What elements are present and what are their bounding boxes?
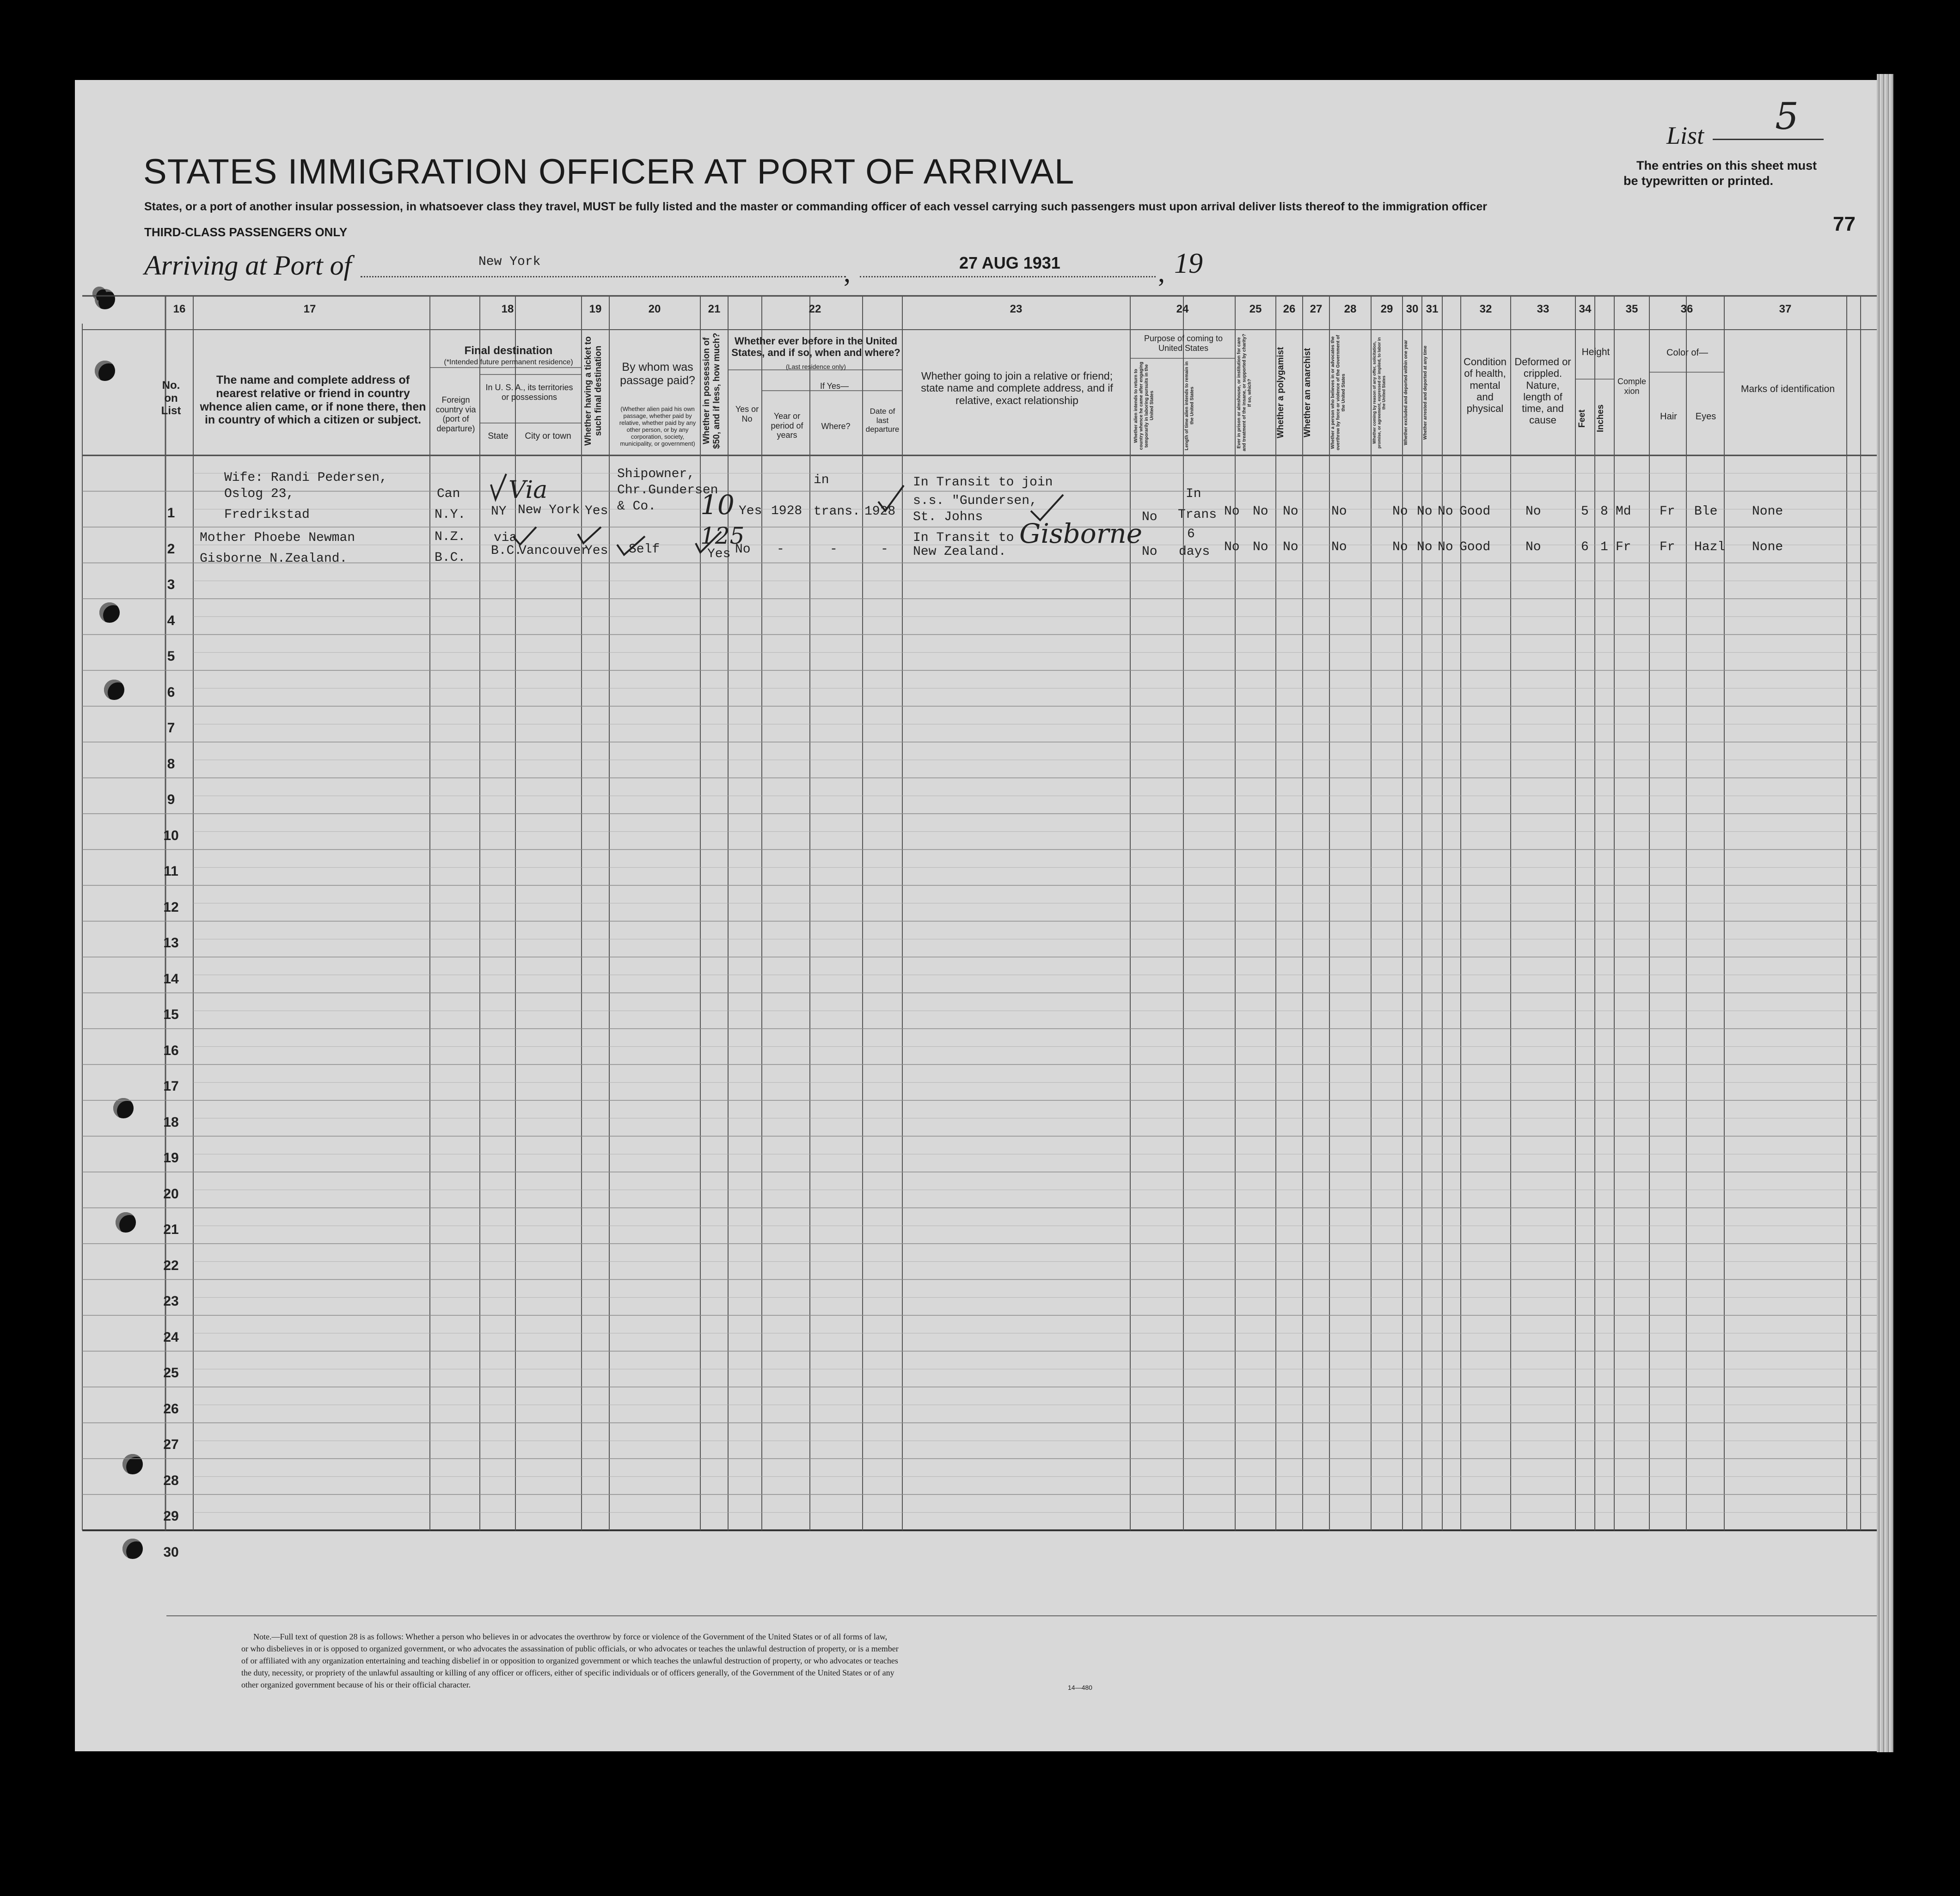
row2-c30: No — [1417, 540, 1433, 554]
row1-c24b-2: Trans — [1178, 508, 1217, 522]
row-number: 20 — [163, 1186, 179, 1202]
row1-relative-line2: Oslog 23, — [224, 487, 294, 501]
row2-relative-line1: Mother Phoebe Newman — [200, 531, 355, 545]
header-city: City or town — [525, 431, 571, 441]
row2-state-note: via — [494, 531, 517, 545]
header-joining: Whether going to join a relative or friend; state name and complete address, and if relative, exact relationship — [921, 370, 1113, 406]
column-number: 27 — [1310, 303, 1323, 315]
row2-c31: No — [1438, 540, 1453, 554]
header-c27: Whether an anarchist — [1303, 348, 1312, 438]
row1-where-1: in — [814, 473, 829, 487]
port-name: New York — [478, 255, 541, 269]
row-number: 28 — [163, 1473, 179, 1488]
header-purpose-a: Whether alien intends to return to country whence he came after engaging temporarily in laboring pursuits in the United States — [1133, 362, 1155, 450]
column-number: 35 — [1625, 303, 1638, 315]
header-state: State — [488, 431, 508, 441]
row2-c24a: No — [1142, 545, 1158, 559]
row1-joining-3: St. Johns — [913, 510, 983, 524]
header-complexion: Complexion — [1617, 377, 1647, 396]
header-purpose-b: Length of time alien intends to remain in the United States — [1184, 361, 1195, 450]
row2-hair: Fr — [1660, 540, 1675, 554]
row1-feet: 5 — [1581, 504, 1589, 519]
row2-complexion: Fr — [1616, 540, 1631, 554]
column-number: 25 — [1249, 303, 1262, 315]
row2-c32: Good — [1459, 540, 1491, 554]
header-ever-before: Whether ever before in the United States, and if so, when and where? — [731, 335, 900, 359]
row2-joining-hand: Gisborne — [1019, 518, 1143, 549]
row1-foreign-2: N.Y. — [435, 508, 466, 522]
header-c25: Ever in prison or almshouse, or institution for care and treatment of the insane, or supported by charity? If so, which? — [1237, 334, 1252, 452]
row-number: 4 — [167, 613, 175, 628]
row1-year: 1928 — [771, 504, 802, 518]
header-final-destination: Final destination — [464, 344, 553, 357]
row2-passage: Self — [629, 542, 660, 557]
row1-inches: 8 — [1600, 504, 1608, 519]
row1-relative-line1: Wife: Randi Pedersen, — [224, 471, 387, 485]
row2-c28: No — [1331, 540, 1347, 554]
row2-c25: No — [1224, 540, 1240, 554]
header-where: Where? — [821, 422, 851, 431]
column-number: 33 — [1537, 303, 1550, 315]
comma-2: , — [1158, 257, 1165, 288]
header-c33: Deformed or crippled. Nature, length of time, and cause — [1514, 356, 1571, 426]
footer-note-line: other organized government because of his or their official character. — [241, 1680, 471, 1689]
row1-foreign-1: Can — [437, 487, 460, 501]
row1-relative-line3: Fredrikstad — [224, 508, 310, 522]
header-hair: Hair — [1660, 411, 1677, 422]
page-number: 77 — [1833, 213, 1856, 235]
row1-hair: Fr — [1660, 504, 1675, 519]
instructions-text: States, or a port of another insular possession, in whatsoever class they travel, MUST be fully listed and the master or commanding officer of each vessel carrying such passengers must upon arrival deliver lists thereof to the immigration officer — [144, 200, 1487, 213]
column-number: 37 — [1779, 303, 1792, 315]
row2-c33: No — [1525, 540, 1541, 554]
row1-joining-1: In Transit to join — [913, 475, 1053, 490]
typed-note-2: be typewritten or printed. — [1623, 174, 1774, 188]
header-marks: Marks of identification — [1740, 384, 1835, 394]
row-number: 18 — [163, 1114, 179, 1130]
footer-note-line: of or affiliated with any organization entertaining and teaching disbelief in or opposition to organized government or which teaches the unlawful destruction of property, or who advocates or teaches — [241, 1656, 898, 1665]
row2-c24b-1: 6 — [1187, 527, 1195, 541]
header-date-departure: Date of last departure — [865, 407, 900, 434]
column-number: 17 — [303, 303, 316, 315]
row1-date-dep: 1928 — [864, 504, 896, 519]
row-number: 8 — [167, 756, 175, 772]
row2-c24b-2: days — [1179, 545, 1210, 559]
row-number: 22 — [163, 1258, 179, 1273]
row2-state: B.C. — [491, 544, 522, 558]
row1-ticket: Yes — [585, 504, 608, 518]
row2-date-dep: - — [881, 542, 888, 557]
row-number: 12 — [163, 899, 179, 915]
header-no-on-list: No. on List — [161, 379, 181, 417]
row2-dash-year: - — [777, 542, 784, 557]
column-number: 31 — [1426, 303, 1439, 315]
row-number: 19 — [163, 1150, 179, 1166]
row1-passage-3: & Co. — [617, 499, 656, 514]
row1-state-note: Via — [508, 476, 548, 504]
header-final-destination-note: (*Intended future permanent residence) — [444, 358, 573, 366]
row1-passage-2: Chr.Gundersen — [617, 483, 718, 497]
header-feet: Feet — [1577, 409, 1587, 428]
arriving-label: Arriving at Port of — [144, 250, 352, 281]
row1-eyes: Ble — [1694, 504, 1718, 519]
column-number: 32 — [1479, 303, 1492, 315]
row2-relative-line2: Gisborne N.Zealand. — [200, 552, 348, 566]
header-inches: Inches — [1596, 404, 1605, 433]
header-c30: Whether excluded and deported within one year — [1403, 340, 1409, 446]
row1-where-2: trans. — [814, 504, 860, 519]
column-number: 28 — [1344, 303, 1357, 315]
row-number: 6 — [167, 684, 175, 700]
row2-money: 125 — [700, 522, 745, 549]
page-title: STATES IMMIGRATION OFFICER AT PORT OF ARRIVAL — [143, 152, 1075, 191]
header-yes-no: Yes or No — [735, 405, 759, 423]
header-purpose: Purpose of coming to United States — [1144, 334, 1223, 353]
row2-c26: No — [1253, 540, 1268, 554]
header-year-period: Year or period of years — [771, 411, 803, 440]
header-in-usa: In U. S. A., its territories or possessions — [485, 383, 573, 402]
row2-foreign-2: B.C. — [435, 551, 466, 565]
header-c31: Whether arrested and deported at any time — [1423, 345, 1428, 440]
header-ever-before-note: (Last residence only) — [786, 363, 846, 370]
header-height: Height — [1581, 347, 1610, 357]
row1-city: New York — [518, 503, 580, 517]
row1-joining-2: s.s. "Gundersen, — [913, 494, 1037, 508]
date-stamp: 27 AUG 1931 — [959, 253, 1060, 272]
row-number: 16 — [163, 1043, 179, 1058]
footer-note-line: Note.—Full text of question 28 is as follows: Whether a person who believes in or advocates the overthrow by force or violence of the Government of the United States or of all forms of law, — [253, 1632, 888, 1641]
typed-note-1: The entries on this sheet must — [1636, 159, 1817, 172]
row-number: 1 — [167, 505, 175, 521]
row2-c29: No — [1392, 540, 1408, 554]
column-number: 34 — [1579, 303, 1592, 315]
row-number: 9 — [167, 792, 175, 807]
row-number: 30 — [163, 1544, 179, 1560]
column-number: 26 — [1283, 303, 1296, 315]
check-icon — [491, 474, 1063, 555]
header-color-of: Color of— — [1666, 348, 1709, 358]
row1-c24a: No — [1142, 510, 1158, 524]
column-number: 18 — [501, 303, 514, 315]
row2-joining-2: New Zealand. — [913, 545, 1006, 559]
row2-foreign-1: N.Z. — [435, 530, 466, 544]
row2-c27: No — [1283, 540, 1298, 554]
row-number: 21 — [163, 1222, 179, 1237]
row-number: 15 — [163, 1007, 179, 1022]
footer-note-line: or who disbelieves in or is opposed to organized government, or who advocates the assassination of public officials, or who advocates or teaches the unlawful destruction of property, or is a member — [241, 1644, 899, 1653]
column-number: 21 — [708, 303, 721, 315]
column-number: 16 — [173, 303, 186, 315]
row1-c30: No — [1417, 504, 1433, 519]
header-passage-note: (Whether alien paid his own passage, whether paid by relative, whether paid by any other person, or by any corporation, society, municipality, or government) — [619, 405, 696, 447]
class-line: THIRD-CLASS PASSENGERS ONLY — [144, 225, 348, 239]
row-number: 2 — [167, 541, 175, 557]
column-number: 36 — [1680, 303, 1693, 315]
row-number: 23 — [163, 1294, 179, 1309]
row1-marks: None — [1752, 504, 1783, 519]
list-number: 5 — [1775, 95, 1799, 138]
row1-c24b-1: In — [1186, 487, 1201, 501]
row1-complexion: Md — [1616, 504, 1631, 519]
header-money: Whether in possession of $50, and if less, how much? — [702, 332, 722, 449]
column-number: 22 — [808, 303, 821, 315]
row-number: 24 — [163, 1329, 179, 1345]
footer-note-line: the duty, necessity, or propriety of the unlawful assaulting or killing of any officer or officers, either of specific individuals or of officers generally, of the Government of the United States or of any — [241, 1668, 894, 1677]
row-number: 25 — [163, 1365, 179, 1381]
row1-c25: No — [1224, 504, 1240, 519]
column-number: 19 — [589, 303, 602, 315]
row-number: 10 — [163, 828, 179, 843]
header-c32: Condition of health, mental and physical — [1464, 356, 1507, 415]
row2-city: Vancouver — [519, 544, 589, 558]
column-number: 29 — [1380, 303, 1393, 315]
row1-money: 10 — [700, 489, 735, 521]
column-number: 30 — [1406, 303, 1419, 315]
row2-year: No — [735, 542, 751, 557]
header-foreign-country: Foreign country via (port of departure) — [435, 395, 476, 434]
row1-ever: Yes — [739, 504, 762, 518]
row-number: 14 — [163, 971, 179, 987]
header-c29: Whether coming by reason of any offer, solicitation, promise, or agreement, expressed or implied, to labor in the United States — [1372, 337, 1386, 448]
column-number: 24 — [1176, 303, 1189, 315]
row-number: 26 — [163, 1401, 179, 1417]
row2-feet: 6 — [1581, 540, 1589, 554]
row-number: 29 — [163, 1509, 179, 1524]
column-number: 23 — [1010, 303, 1023, 315]
row2-marks: None — [1752, 540, 1783, 554]
row-number: 5 — [167, 649, 175, 664]
year-prefix: 19 — [1174, 248, 1203, 279]
header-ticket: Whether having a ticket to such final destination — [583, 336, 603, 446]
header-c28: Whether a person who believes in or advocates the overthrow by force or violence of the Government of the United States — [1330, 335, 1346, 451]
row2-eyes: Hazl — [1694, 540, 1726, 554]
row1-c29: No — [1392, 504, 1408, 519]
row-number: 3 — [167, 577, 175, 592]
row-number: 7 — [167, 720, 175, 736]
row-number: 27 — [163, 1437, 179, 1452]
column-number: 20 — [648, 303, 661, 315]
header-passage: By whom was passage paid? — [620, 361, 695, 387]
row1-passage-1: Shipowner, — [617, 467, 695, 481]
row-number: 13 — [163, 935, 179, 951]
row1-c31: No — [1438, 504, 1453, 519]
row-number: 17 — [163, 1079, 179, 1094]
row1-state: NY — [491, 504, 507, 519]
header-eyes: Eyes — [1695, 411, 1716, 422]
header-if-yes: If Yes— — [820, 381, 849, 391]
row2-ever: Yes — [707, 547, 731, 561]
row1-c26: No — [1253, 504, 1268, 519]
row1-c27: No — [1283, 504, 1298, 519]
list-label: List — [1666, 122, 1704, 149]
form-number: 14—480 — [1068, 1684, 1092, 1691]
row2-inches: 1 — [1600, 540, 1608, 554]
header-relative: The name and complete address of nearest relative or friend in country whence alien came, or if none there, then in country of which a citizen or subject. — [200, 374, 426, 427]
header-c26: Whether a polygamist — [1276, 347, 1286, 439]
row2-where: - — [830, 542, 838, 557]
row1-c33: No — [1525, 504, 1541, 519]
row2-joining-1: In Transit to — [913, 531, 1014, 545]
comma-1: , — [844, 257, 851, 288]
row2-ticket: Yes — [585, 544, 608, 558]
row1-c28: No — [1331, 504, 1347, 519]
row-number: 11 — [164, 864, 178, 879]
row1-c32: Good — [1459, 504, 1491, 519]
